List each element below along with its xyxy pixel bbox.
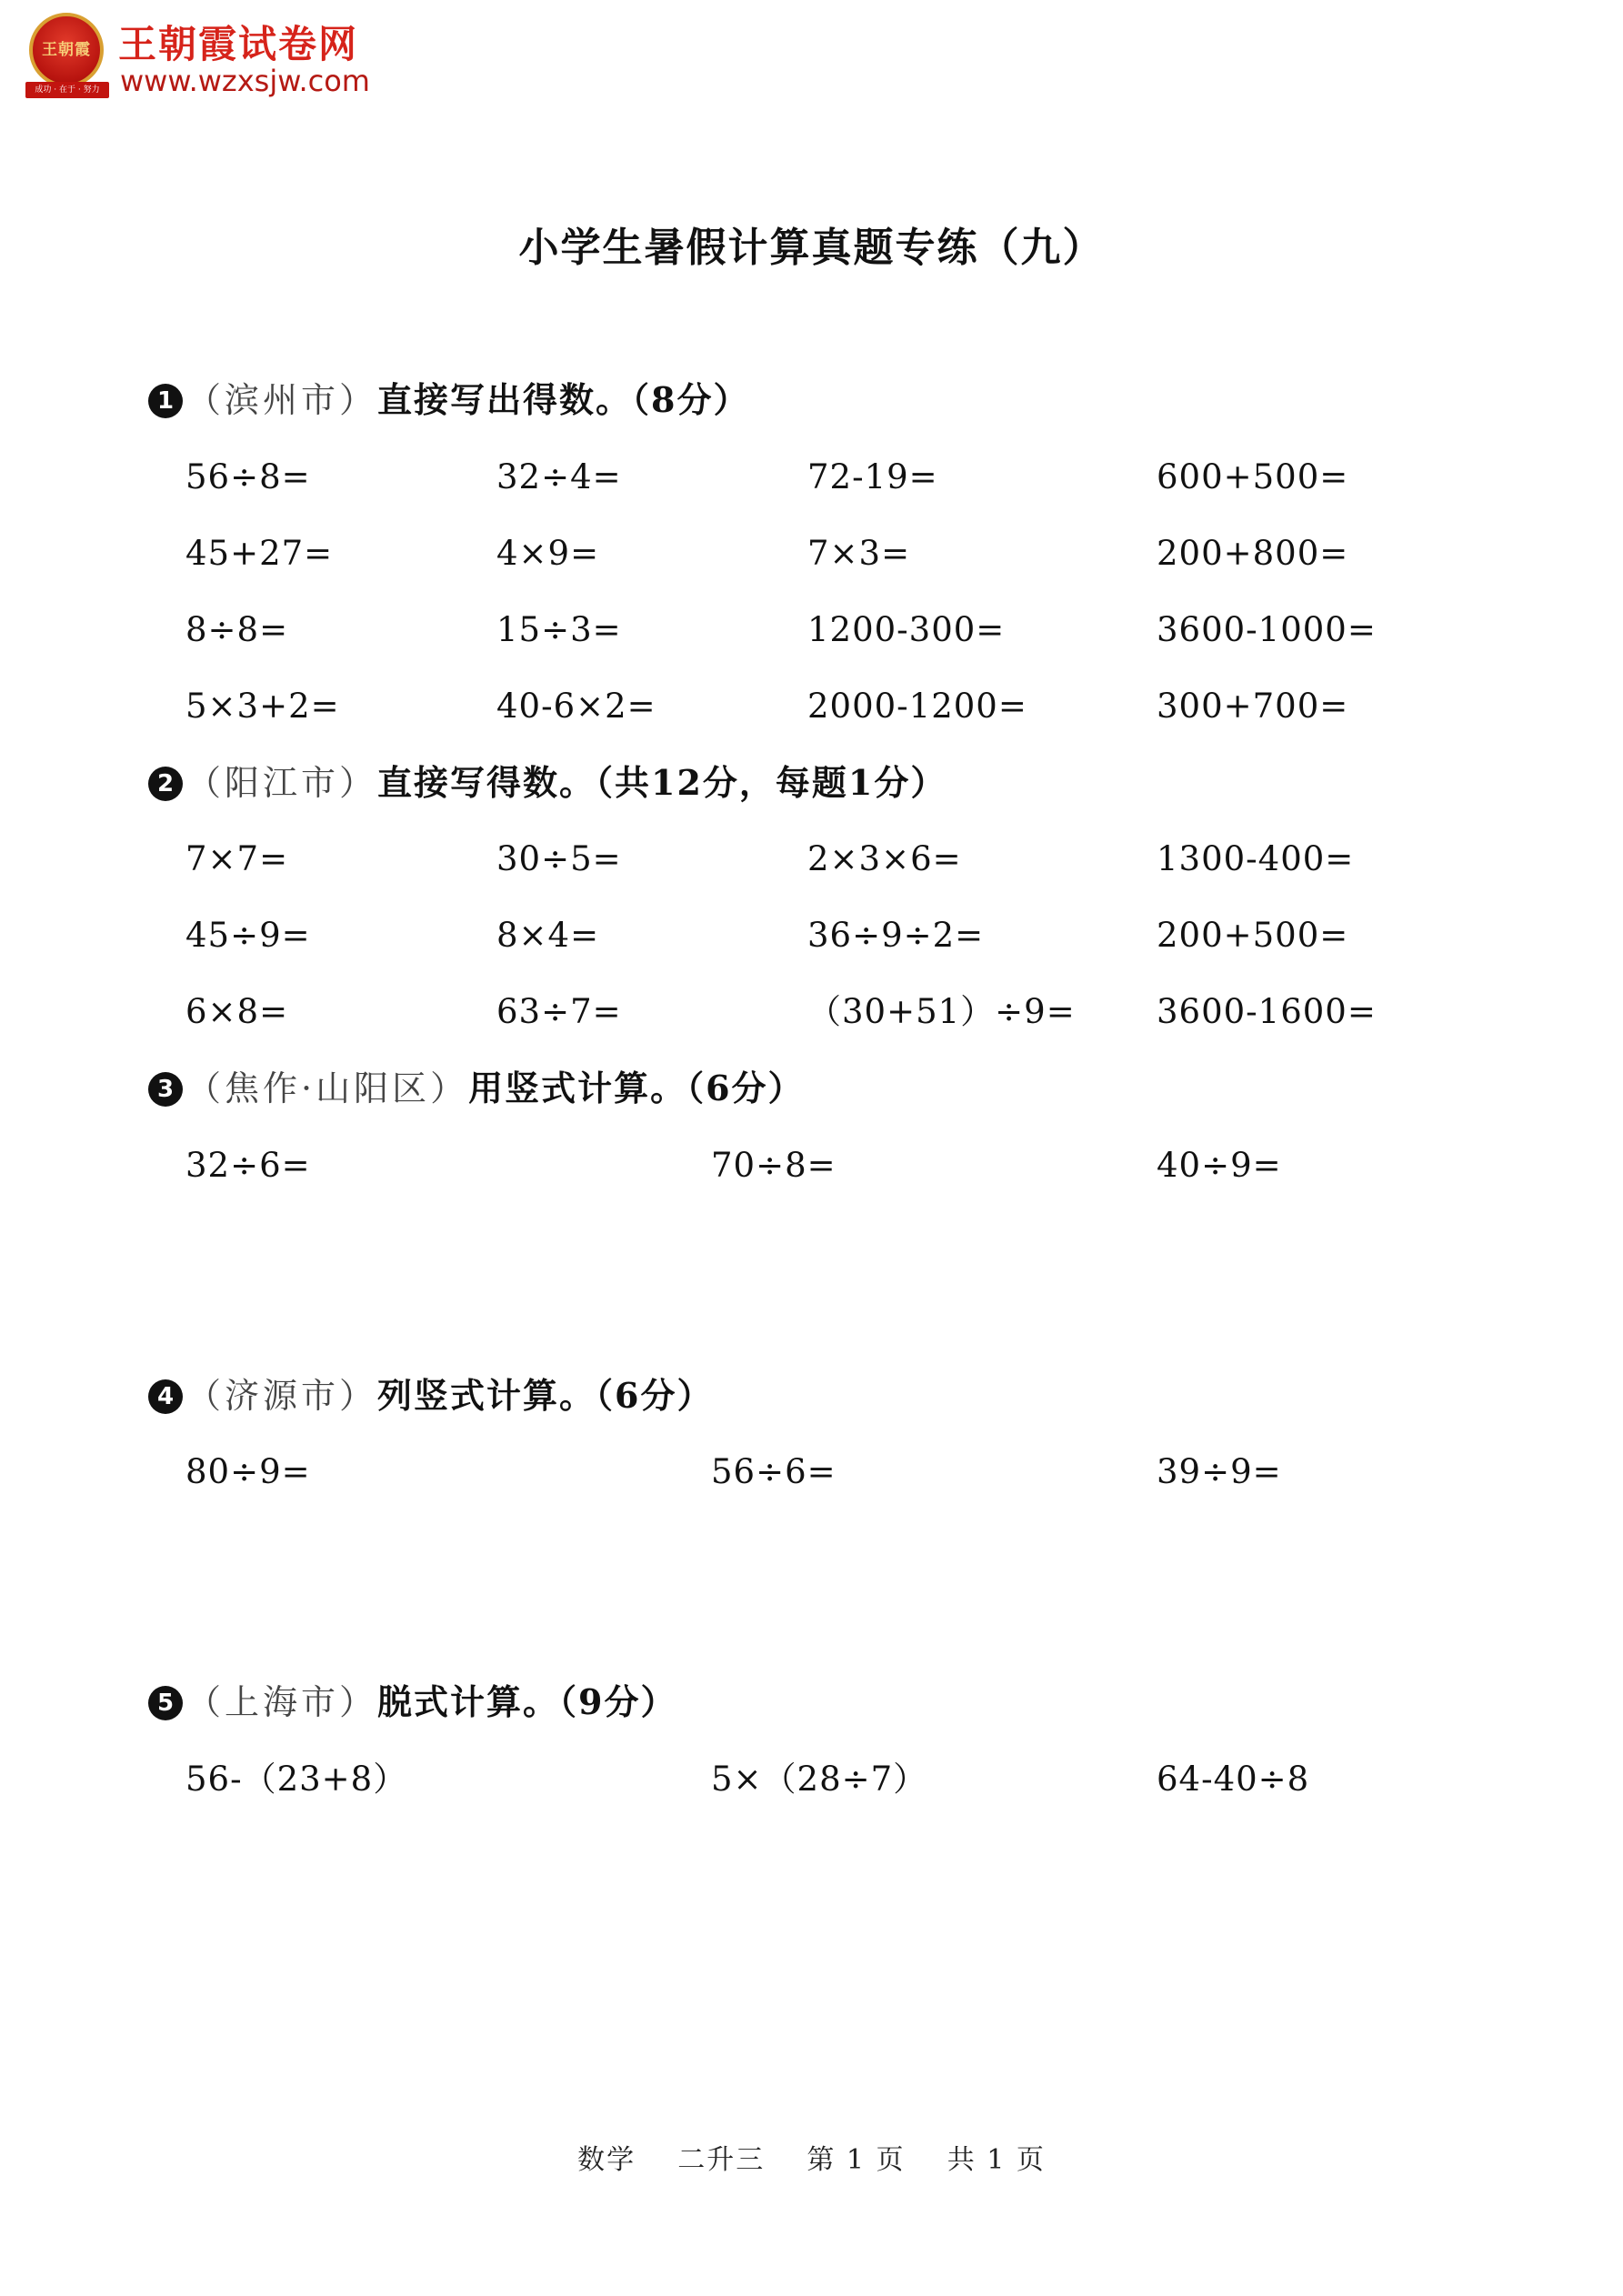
problem: （30+51）÷9= [807, 992, 1076, 1031]
problem: 1300-400= [1157, 839, 1355, 878]
section-number-badge: 5 [148, 1686, 183, 1720]
section-header-3 [148, 1066, 805, 1111]
section-source: （阳江市） [186, 763, 378, 803]
problem: 300+700= [1157, 687, 1349, 726]
problem: 8÷8= [185, 610, 289, 649]
problem: 64-40÷8 [1157, 1760, 1310, 1799]
section-header-5 [148, 1679, 676, 1725]
problem: 7×3= [807, 534, 911, 573]
logo-badge-text: 王朝霞 [42, 41, 91, 59]
section-header-1 [148, 377, 749, 423]
problem: 4×9= [496, 534, 600, 573]
problem: 3600-1000= [1157, 610, 1377, 649]
logo-ribbon: 成功 · 在于 · 努力 [25, 82, 109, 98]
problem: 200+500= [1157, 916, 1349, 955]
problem: 600+500= [1157, 457, 1349, 496]
problem: 15÷3= [496, 610, 622, 649]
page-title: 小学生暑假计算真题专练（九） [518, 225, 1105, 271]
section-source: （上海市） [186, 1682, 378, 1722]
problem: 8×4= [496, 916, 600, 955]
section-header-2 [148, 760, 947, 806]
section-instruction: 用竖式计算。（6分） [468, 1068, 805, 1108]
section-instruction: 直接写得数。（共12分，每题1分） [377, 762, 947, 803]
section-header-4 [148, 1373, 713, 1419]
problem: 56÷6= [711, 1452, 837, 1491]
problem: 70÷8= [711, 1146, 837, 1185]
section-number-badge: 4 [148, 1379, 183, 1414]
problem: 200+800= [1157, 534, 1349, 573]
problem: 40-6×2= [496, 687, 656, 726]
logo-badge [29, 13, 104, 87]
section-source: （济源市） [186, 1376, 378, 1416]
problem: 2×3×6= [807, 839, 962, 878]
problem: 7×7= [185, 839, 289, 878]
problem: 5×（28÷7） [711, 1760, 928, 1799]
section-source: （焦作·山阳区） [186, 1068, 469, 1108]
problem: 56÷8= [185, 457, 311, 496]
problem: 40÷9= [1157, 1146, 1282, 1185]
problem: 45÷9= [185, 916, 311, 955]
problem: 32÷6= [185, 1146, 311, 1185]
problem: 30÷5= [496, 839, 622, 878]
problem: 6×8= [185, 992, 289, 1031]
problem: 2000-1200= [807, 687, 1027, 726]
problem: 1200-300= [807, 610, 1006, 649]
problem: 3600-1600= [1157, 992, 1377, 1031]
site-logo[interactable] [25, 9, 407, 100]
problem: 5×3+2= [185, 687, 340, 726]
section-number-badge: 2 [148, 767, 183, 801]
section-number-badge: 3 [148, 1072, 183, 1107]
page-footer: 数学 二升三 第 1 页 共 1 页 [577, 2144, 1046, 2176]
problem: 63÷7= [496, 992, 622, 1031]
problem: 80÷9= [185, 1452, 311, 1491]
logo-site-url[interactable]: www.wzxsjw.com [120, 64, 370, 98]
logo-site-name: 王朝霞试卷网 [118, 22, 359, 66]
problem: 45+27= [185, 534, 334, 573]
section-source: （滨州市） [186, 380, 378, 420]
section-instruction: 脱式计算。（9分） [377, 1681, 677, 1722]
problem: 39÷9= [1157, 1452, 1282, 1491]
problem: 72-19= [807, 457, 938, 496]
section-instruction: 列竖式计算。（6分） [377, 1375, 714, 1416]
section-number-badge: 1 [148, 384, 183, 418]
section-instruction: 直接写出得数。（8分） [377, 379, 750, 420]
problem: 56-（23+8） [185, 1760, 408, 1799]
problem: 32÷4= [496, 457, 622, 496]
problem: 36÷9÷2= [807, 916, 985, 955]
